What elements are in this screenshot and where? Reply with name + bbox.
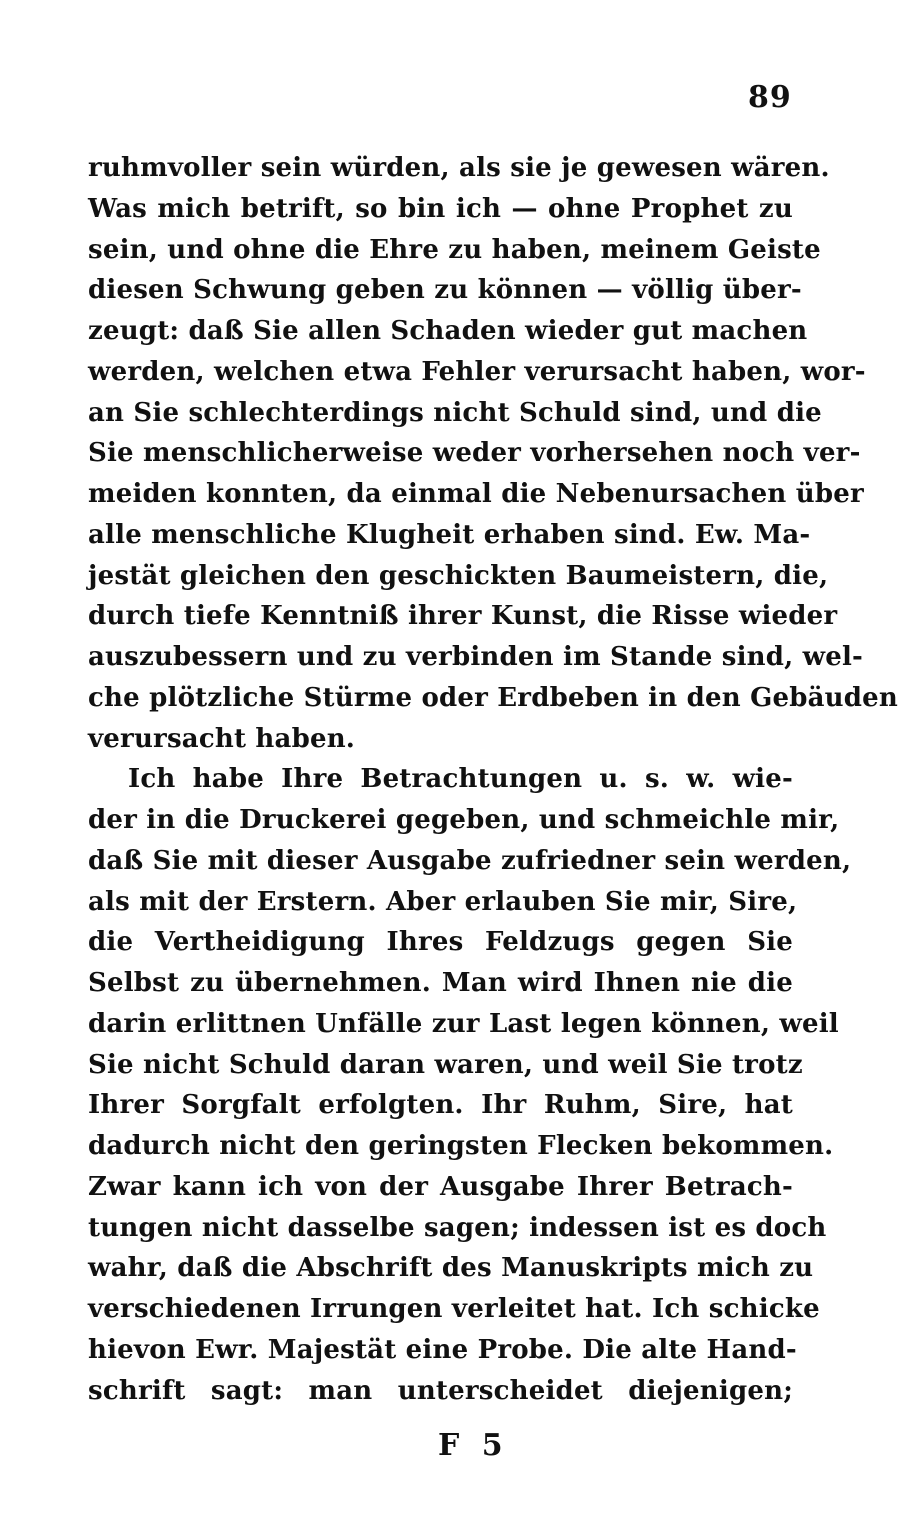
printer-signature-mark: F 5	[438, 1428, 509, 1463]
text-line: darin erlittnen Unfälle zur Last legen können, weil	[88, 1008, 839, 1039]
text-line: als mit der Erstern. Aber erlauben Sie mir, Sire,	[88, 886, 798, 917]
text-line: auszubessern und zu verbinden im Stande sind, wel-	[88, 642, 864, 672]
text-line: Sie menschlicherweise weder vorhersehen noch ver-	[88, 438, 861, 469]
text-line: verschiedenen Irrungen verleitet hat. Ich schicke	[88, 1294, 820, 1324]
text-line: diesen Schwung geben zu können — völlig über-	[88, 275, 802, 306]
page-number: 89	[748, 80, 792, 115]
text-line: tungen nicht dasselbe sagen; indessen ist es doch	[88, 1212, 827, 1243]
text-line: alle menschliche Klugheit erhaben sind. Ew. Ma-	[88, 519, 811, 550]
text-line: werden, welchen etwa Fehler verursacht haben, wor-	[88, 356, 866, 387]
text-line: Sie nicht Schuld daran waren, und weil Sie trotz	[88, 1049, 803, 1080]
paragraph-start-line: Ich habe Ihre Betrachtungen u. s. w. wie-	[128, 764, 793, 795]
text-line: meiden konnten, da einmal die Nebenursachen über	[88, 479, 864, 509]
text-line: Zwar kann ich von der Ausgabe Ihrer Betrach-	[88, 1171, 793, 1202]
text-line: durch tiefe Kenntniß ihrer Kunst, die Risse wieder	[88, 601, 838, 632]
text-line: Selbst zu übernehmen. Man wird Ihnen nie die	[88, 968, 793, 998]
text-line: Was mich betrift, so bin ich — ohne Prophet zu	[88, 193, 793, 224]
text-line: zeugt: daß Sie allen Schaden wieder gut machen	[88, 316, 808, 346]
text-line: wahr, daß die Abschrift des Manuskripts mich zu	[88, 1253, 814, 1284]
text-line: ruhmvoller sein würden, als sie je gewesen wären.	[88, 153, 830, 183]
text-line: an Sie schlechterdings nicht Schuld sind, und die	[88, 397, 822, 428]
text-line: schrift sagt: man unterscheidet diejenigen;	[88, 1375, 793, 1406]
text-line: die Vertheidigung Ihres Feldzugs gegen Sie	[88, 927, 793, 958]
text-line: che plötzliche Stürme oder Erdbeben in den Gebäuden	[88, 682, 898, 713]
text-line: sein, und ohne die Ehre zu haben, meinem Geiste	[88, 234, 821, 265]
text-line: jestät gleichen den geschickten Baumeistern, die,	[88, 560, 829, 591]
text-line: daß Sie mit dieser Ausgabe zufriedner sein werden,	[88, 845, 852, 876]
text-line: hievon Ewr. Majestät eine Probe. Die alte Hand-	[88, 1334, 797, 1365]
body-text	[88, 148, 898, 1411]
text-line: verursacht haben.	[88, 723, 356, 754]
text-line: dadurch nicht den geringsten Flecken bekommen.	[88, 1131, 834, 1161]
text-line: Ihrer Sorgfalt erfolgten. Ihr Ruhm, Sire, hat	[88, 1090, 793, 1121]
text-line: der in die Druckerei gegeben, und schmeichle mir,	[88, 805, 840, 835]
